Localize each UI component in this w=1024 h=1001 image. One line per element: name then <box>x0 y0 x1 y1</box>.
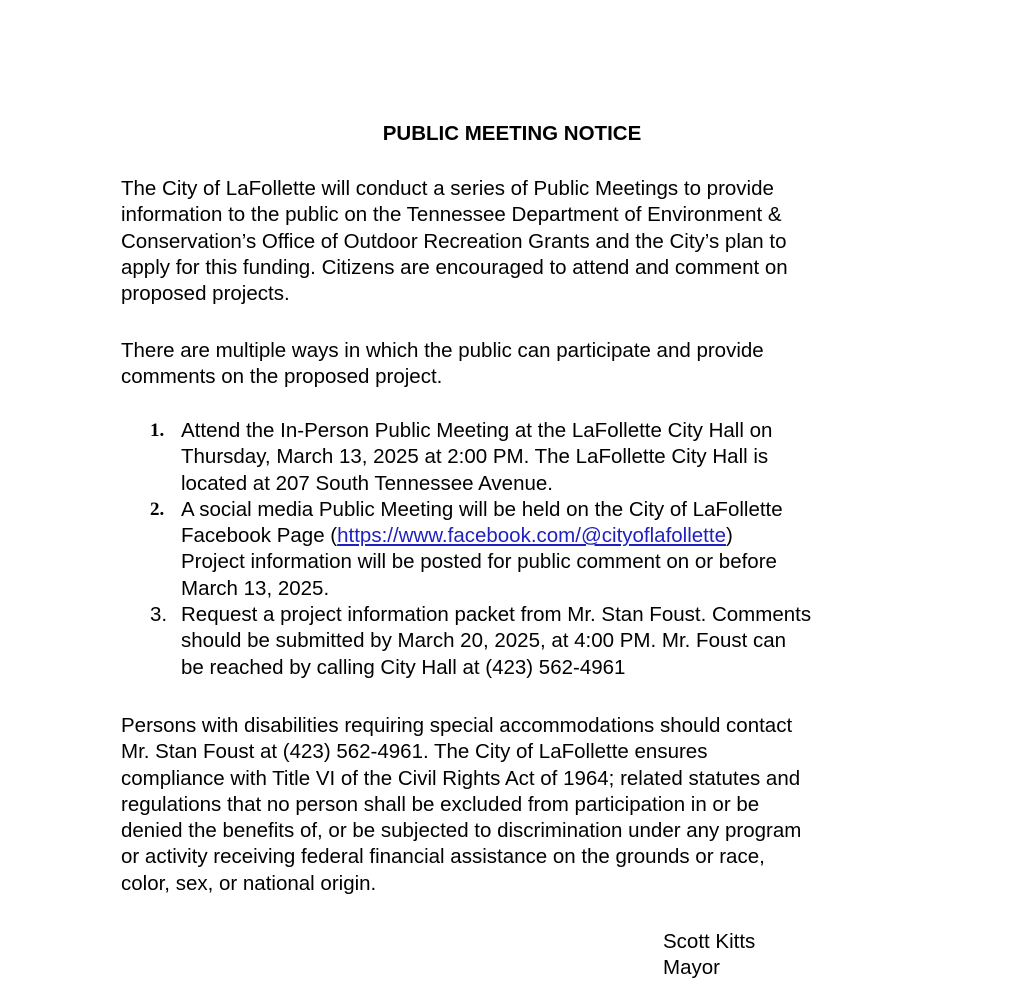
participation-line: comments on the proposed project. <box>121 365 443 389</box>
intro-line: apply for this funding. Citizens are encouraged to attend and comment on <box>121 255 788 279</box>
list-item-line: located at 207 South Tennessee Avenue. <box>181 471 553 495</box>
list-item-line: A social media Public Meeting will be held on the City of LaFollette <box>181 497 783 521</box>
notice-line: compliance with Title VI of the Civil Rights Act of 1964; related statutes and <box>121 766 801 790</box>
signatory-name: Scott Kitts <box>663 930 756 953</box>
list-item-line: Request a project information packet from Mr. Stan Foust. Comments <box>181 603 812 627</box>
intro-line: The City of LaFollette will conduct a series of Public Meetings to provide <box>121 177 774 200</box>
facebook-page-link[interactable]: https://www.facebook.com/@cityoflafollette <box>337 524 726 548</box>
participation-paragraph <box>121 338 911 391</box>
notice-line: color, sex, or national origin. <box>121 871 377 895</box>
list-item-line-with-link <box>181 523 941 549</box>
list-item-information-packet <box>0 602 1024 681</box>
notice-line: or activity receiving federal financial assistance on the grounds or race, <box>121 845 765 869</box>
notice-line: regulations that no person shall be excluded from participation in or be <box>121 792 760 816</box>
list-item-line: Attend the In-Person Public Meeting at the LaFollette City Hall on <box>181 419 773 442</box>
page-title: PUBLIC MEETING NOTICE <box>382 122 642 145</box>
list-item-line: March 13, 2025. <box>181 576 330 600</box>
intro-line: information to the public on the Tennessee Department of Environment & <box>121 203 782 227</box>
list-item-text <box>181 602 941 681</box>
participation-options-list <box>0 418 1024 681</box>
list-item-line: be reached by calling City Hall at (423) 562-4961 <box>181 655 626 679</box>
intro-paragraph <box>121 176 911 307</box>
participation-line: There are multiple ways in which the public can participate and provide <box>121 339 764 362</box>
intro-line: Conservation’s Office of Outdoor Recreation Grants and the City’s plan to <box>121 229 787 253</box>
notice-line: Mr. Stan Foust at (423) 562-4961. The City of LaFollette ensures <box>121 740 708 764</box>
list-item-number: 2. <box>150 498 165 520</box>
accessibility-notice-paragraph <box>121 713 911 897</box>
notice-line: denied the benefits of, or be subjected to discrimination under any program <box>121 819 802 843</box>
notice-line: Persons with disabilities requiring special accommodations should contact <box>121 714 793 737</box>
signature-block <box>663 929 755 982</box>
list-item-line: Thursday, March 13, 2025 at 2:00 PM. The LaFollette City Hall is <box>181 445 769 469</box>
list-item-line: should be submitted by March 20, 2025, at 4:00 PM. Mr. Foust can <box>181 629 787 653</box>
list-item-social-media-meeting <box>0 497 1024 602</box>
intro-line: proposed projects. <box>121 282 290 306</box>
list-item-number: 3. <box>150 603 168 627</box>
list-item-number: 1. <box>150 420 165 441</box>
list-item-text <box>181 418 941 497</box>
list-item-line: Project information will be posted for public comment on or before <box>181 550 777 574</box>
facebook-page-label: Facebook Page ( <box>181 524 338 548</box>
list-item-text <box>181 497 941 602</box>
closing-parenthesis: ) <box>725 524 733 548</box>
signatory-title: Mayor <box>663 956 720 980</box>
list-item-in-person-meeting <box>0 418 1024 497</box>
